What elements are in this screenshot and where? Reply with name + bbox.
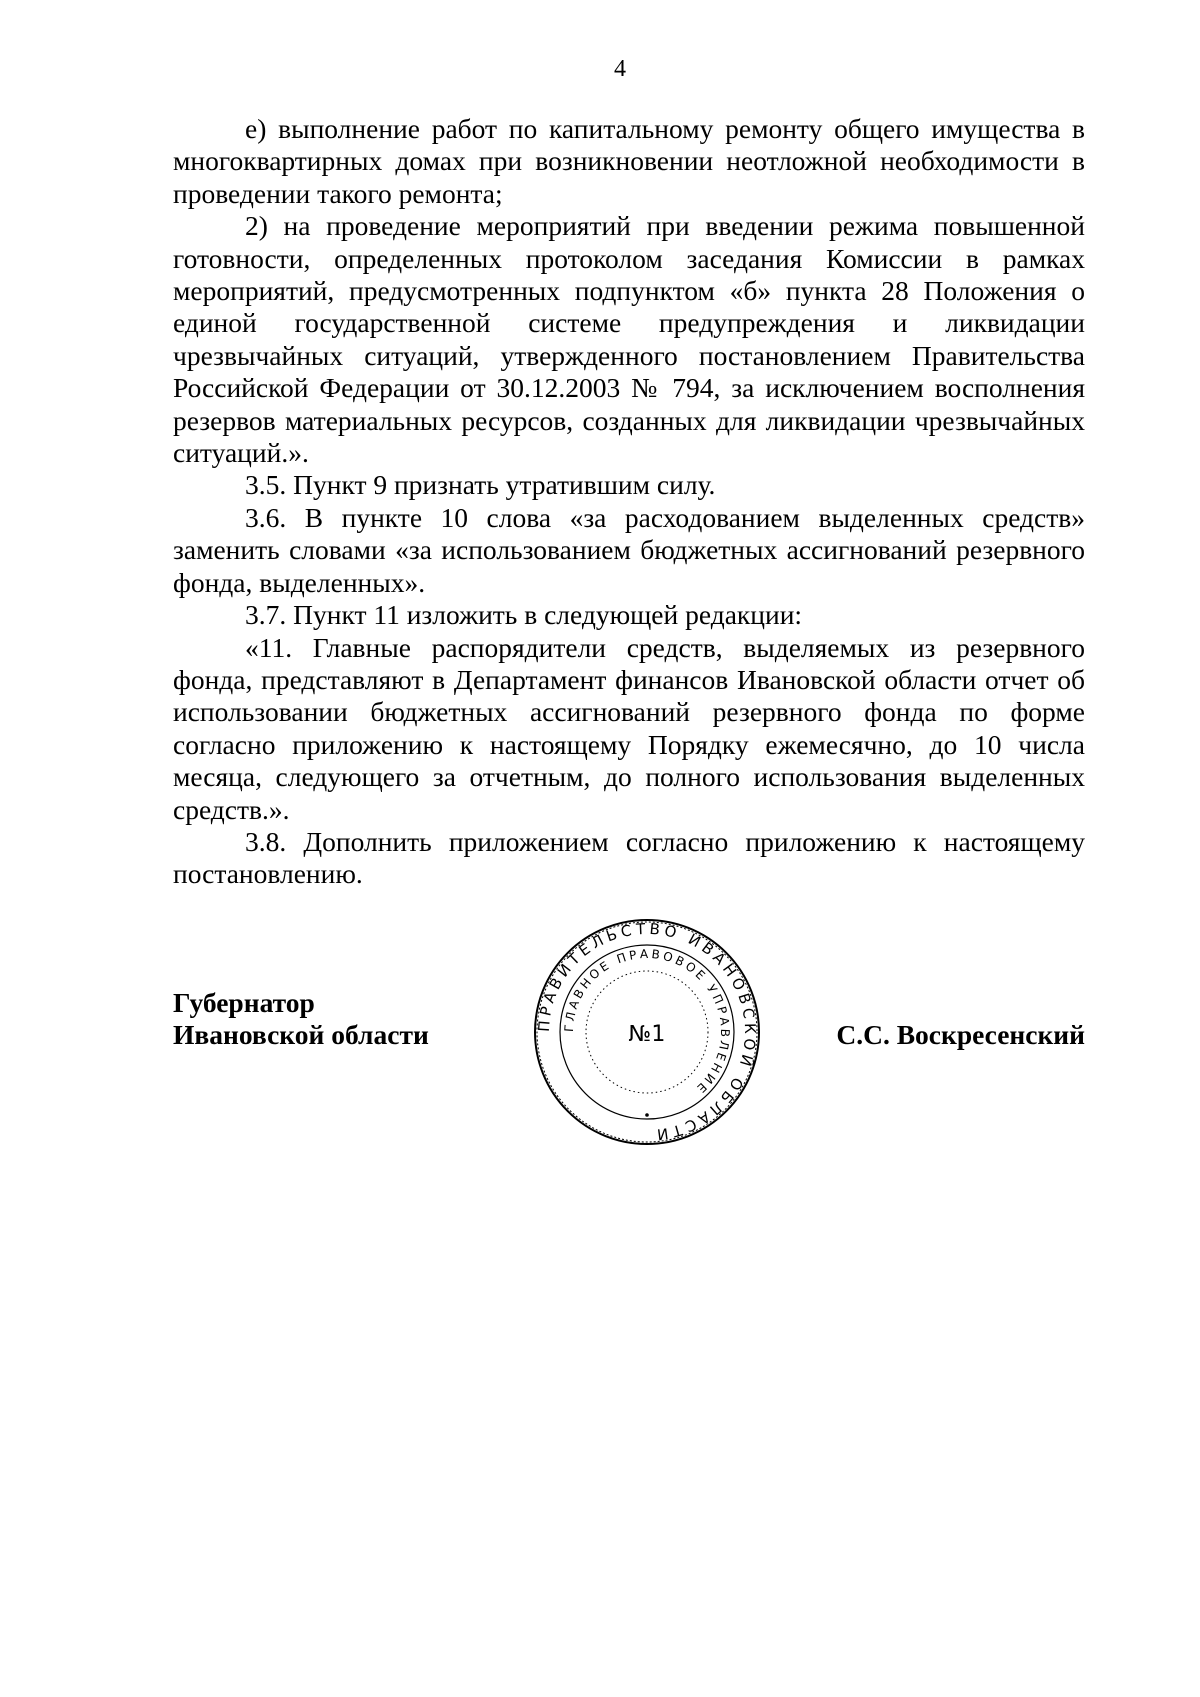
signatory-region: Ивановской области bbox=[173, 1019, 429, 1051]
signatory-position bbox=[173, 987, 429, 1052]
paragraph-3-7: 3.7. Пункт 11 изложить в следующей редакции: bbox=[245, 599, 803, 631]
stamp-inner-text: ГЛАВНОЕ ПРАВОВОЕ УПРАВЛЕНИЕ bbox=[561, 946, 733, 1098]
paragraph-3-6: 3.6. В пункте 10 слова «за расходованием выделенных средств» заменить словами «за использованием бюджетных ассигнований резервного фонда, выделенных». bbox=[173, 501, 1085, 598]
paragraph-item-2: 2) на проведение мероприятий при введении режима повышенной готовности, определенных протоколом заседания Комиссии в рамках мероприятий, предусмотренных подпунктом «б» пункта 28 Положения о единой государственной системе предупреждения и ликвидации чрезвычайных ситуаций, утвержденного постановлением Правительства Российской Федерации от 30.12.2003 № 794, за исключением восполнения резервов материальных ресурсов, созданных для ликвидации чрезвычайных ситуаций.». bbox=[173, 210, 1085, 469]
paragraph-3-8: 3.8. Дополнить приложением согласно приложению к настоящему постановлению. bbox=[173, 825, 1085, 890]
paragraph-item-e: е) выполнение работ по капитальному ремонту общего имущества в многоквартирных домах при возникновении неотложной необходимости в проведении такого ремонта; bbox=[173, 113, 1085, 209]
stamp-dot bbox=[645, 1113, 649, 1117]
stamp-number: №1 bbox=[628, 1022, 666, 1047]
signatory-name: С.С. Воскресенский bbox=[836, 1019, 1085, 1050]
signatory-title: Губернатор bbox=[173, 987, 315, 1018]
official-stamp bbox=[532, 917, 762, 1147]
document-body bbox=[173, 113, 1085, 891]
paragraph-clause-11: «11. Главные распорядители средств, выделяемых из резервного фонда, представляют в Департамент финансов Ивановской области отчет об использовании бюджетных ассигнований резервного фонда по форме согласно приложению к настоящему Порядку ежемесячно, до 10 числа месяца, следующего за отчетным, до полного использования выделенных средств.». bbox=[173, 631, 1085, 825]
stamp-outer-text: ПРАВИТЕЛЬСТВО ИВАНОВСКОЙ ОБЛАСТИ bbox=[534, 919, 760, 1145]
paragraph-3-5: 3.5. Пункт 9 признать утратившим силу. bbox=[245, 469, 716, 501]
page-number: 4 bbox=[614, 56, 626, 82]
